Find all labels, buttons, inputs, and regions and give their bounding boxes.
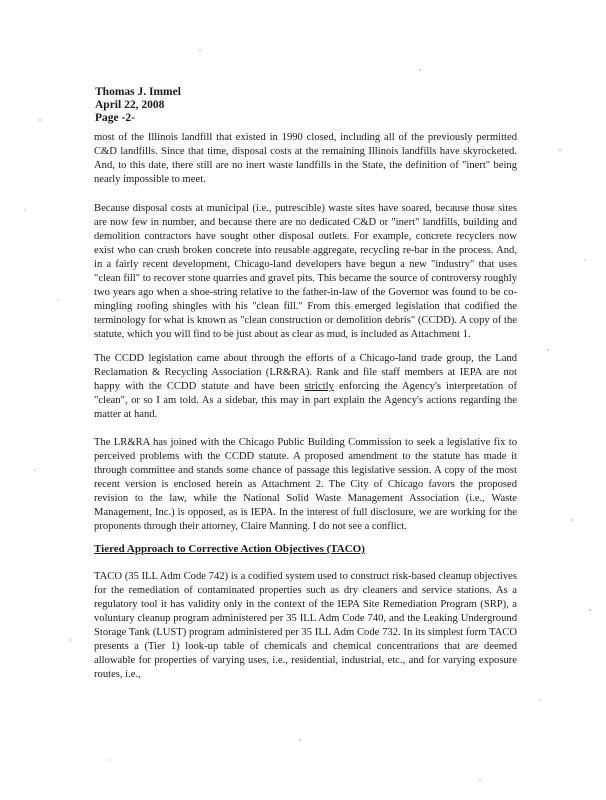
page-number: Page -2-	[95, 112, 135, 124]
speck	[540, 700, 541, 701]
paragraph-disposal-costs: Because disposal costs at municipal (i.e., putrescible) waste sites have soared, because those sites are now few in number, and because there are no dedicated C&D or "inert" landfills, building and demolition contractors have sought other disposal outlets. For example, concrete recyclers now exist who can crush broken concrete into reusable aggregate, recycling re-bar in the process. And, in a fairly recent development, Chicago-land developers have begun a new "industry" that uses "clean fill" to recover stone quarries and gravel pits. This became the source of controversy roughly two years ago when a shoe-string relative to the father-in-law of the Governor was found to be co-mingling roofing shingles with his "clean fill." From this emerged legislation that codified the terminology for what is known as "clean construction or demolition debris" (CCDD). A copy of the statute, which you will find to be just about as clear as mud, is included as Attachment 1.	[94, 203, 517, 340]
paragraph-taco: TACO (35 ILL Adm Code 742) is a codified system used to construct risk-based cleanup objectives for the remediation of contaminated properties such as dry cleaners and service stations. As a regulatory tool it has validity only in the context of the IEPA Site Remediation Program (SRP), a voluntary cleanup program administered per 35 ILL Adm Code 740, and the Leaking Underground Storage Tank (LUST) program administered per 35 ILL Adm Code 732. In its simplest form TACO presents a (Tier 1) look-up table of chemicals and chemical concentrations that are deemed allowable for properties of varying uses, i.e., residential, industrial, etc., and for varying exposure routes, i.e.,	[94, 571, 517, 680]
emphasis-strictly: strictly	[304, 381, 334, 392]
paragraph-ccdd-legislation	[94, 352, 517, 422]
speck	[110, 760, 111, 761]
speck	[69, 639, 70, 640]
speck	[58, 300, 59, 301]
ccdd-text-end: enforcing the Agency's interpretation of "clean", or so I am told. As a sidebar, this may in part explain the Agency's actions regarding the matter at hand.	[94, 381, 518, 420]
speck	[572, 520, 573, 521]
letter-body	[94, 131, 517, 696]
speck	[419, 69, 420, 70]
paragraph-lrra-amendment: The LR&RA has joined with the Chicago Public Building Commission to seek a legislative fix to perceived problems with the CCDD statute. A proposed amendment to the statute has made it through committee and stands some chance of passage this legislative session. A copy of the most recent version is enclosed herein as Attachment 2. The City of Chicago favors the proposed revision to the law, while the National Solid Waste Management Association (i.e., Waste Management, Inc.) is opposed, as is IEPA. In the interest of full disclosure, we are working for the proponents through their attorney, Claire Manning. I do not see a conflict.	[94, 437, 517, 532]
speck	[585, 260, 586, 261]
speck	[299, 739, 300, 740]
speck	[200, 50, 201, 51]
letter-header	[95, 86, 181, 125]
speck	[39, 119, 40, 120]
letter-date: April 22, 2008	[95, 99, 165, 111]
recipient-name: Thomas J. Immel	[95, 86, 181, 98]
speck	[559, 149, 560, 150]
speck	[480, 780, 481, 781]
section-heading-taco: Tiered Approach to Corrective Action Objectives (TACO)	[94, 543, 365, 555]
paragraph-landfills: most of the Illinois landfill that existed in 1990 closed, including all of the previously permitted C&D landfills. Since that time, disposal costs at the remaining Illinois landfills have skyrocketed. And, to this date, there still are no inert waste landfills in the State, the definition of "inert" being nearly impossible to meet.	[94, 132, 517, 185]
speck	[547, 349, 548, 350]
speck	[35, 470, 36, 471]
speck	[589, 609, 590, 610]
speck	[25, 210, 26, 211]
ccdd-text-start: The CCDD legislation came about through the efforts of a Chicago-land trade group, the Land Reclamation & Recycling Association (LR&RA). Rank and file staff members at IEPA are not happy with the CCDD statute and have been	[94, 353, 517, 392]
